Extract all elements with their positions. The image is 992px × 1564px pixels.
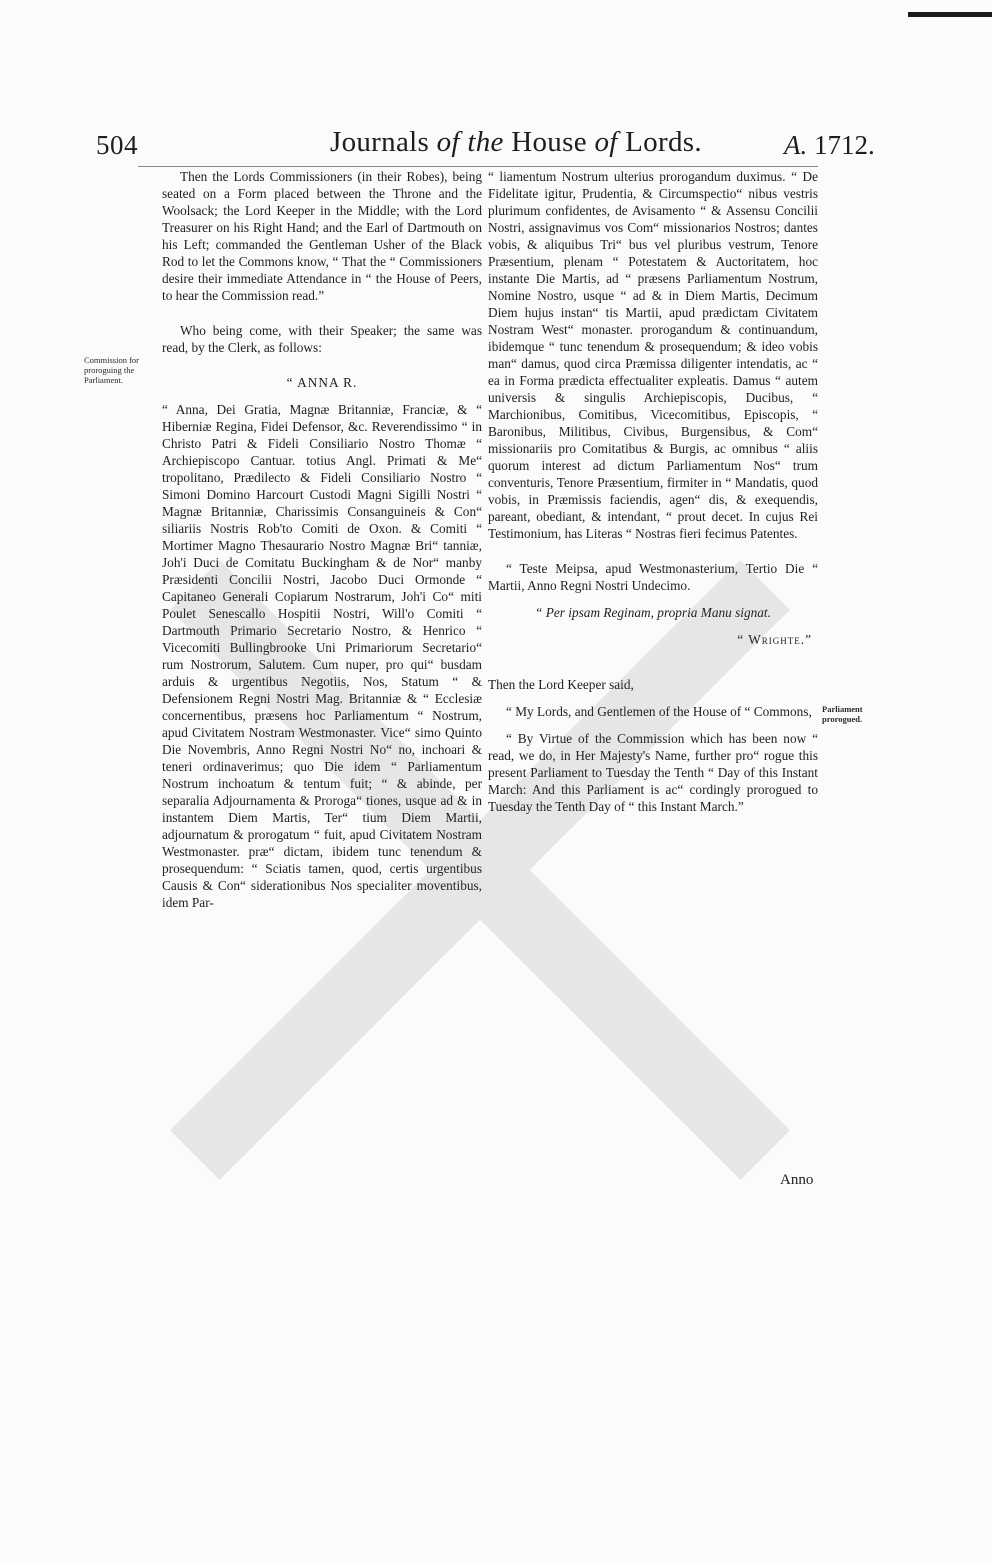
year-value: 1712. bbox=[814, 130, 875, 160]
title-of: of bbox=[436, 126, 460, 158]
right-column bbox=[488, 168, 818, 815]
margin-note-prorogued: Parliament prorogued. bbox=[822, 704, 863, 724]
top-edge-mark bbox=[908, 12, 992, 17]
speech-paragraph: “ By Virtue of the Commission which has been now “ read, we do, in Her Majesty's Name, further pro“ rogue this present Parliament to Tuesday the Tenth “ Day of this Instant March: And this Parliament is ac“ cordingly prorogued to Tuesday the Tenth Day of “ this Instant March.” bbox=[488, 731, 818, 814]
signature-wrighte: “ Wrighte.” bbox=[737, 632, 812, 647]
page-title bbox=[330, 126, 702, 159]
intro-paragraph: Then the Lords Commissioners (in their Robes), being seated on a Form placed between the Throne and the Woolsack; the Lord Keeper in the Middle; with the Lord Treasurer on his Right Hand; and the Earl of Dartmouth on his Left; commanded the Gentleman Usher of the Black Rod to let the Commons know, “ That the “ Commissioners desire their immediate Attendance in “ the House of Peers, to hear the Commission read.” bbox=[162, 169, 482, 303]
commission-continued: “ liamentum Nostrum ulterius prorogandum duximus. “ De Fidelitate igitur, Prudentia, & Circumspectio“ nibus vestris plurimum confidentes, de Avisamento “ & Assensu Concilii Nostri, assignavimus vos Com“ missionarios Nostros; dantes vobis, & aliquibus Tri“ bus vel pluribus vestrum, Tenore Præsentium, plenam “ Potestatem & Auctoritatem, hoc instante Die Martis, ad “ præsens Parliamentum Nostrum, Nomine Nostro, usque “ ad & in Diem Martis, Decimum Diem hujus instan“ tis Martii, apud prædictam Civitatem Nostram West“ monaster. prorogandum & continuandum, ibidemque “ tunc tenendum & prosequendum; & ideo vobis man“ damus, quod circa Præmissa diligenter intendatis, ac “ ea in Forma prædicta effectualiter expleatis. Damus “ autem universis & singulis Archiepiscopis, Ducibus, “ Marchionibus, Comitibus, Vicecomitibus, Episcopis, “ Baronibus, Militibus, Civibus, Burgensibus, & Com“ missionariis pro Comitatibus & Burgis, ac omnibus “ aliis quorum interest ad dictum Parliamentum Nos“ trum conventuris, Tenore Præsentium, firmiter in “ Mandatis, quod vobis, in Præmissis faciendis, agen“ dis, & exequendis, pareant, obediant, & intendant, “ prout decet. In cujus Rei Testimonium, has Literas “ Nostras fieri fecimus Patentes. bbox=[488, 169, 818, 541]
title-house: House bbox=[511, 126, 587, 158]
title-journals: Journals bbox=[330, 126, 430, 158]
anna-heading: “ ANNA R. bbox=[286, 375, 358, 390]
title-of-2: of bbox=[594, 126, 618, 158]
left-column bbox=[162, 168, 482, 911]
header-rule bbox=[138, 166, 818, 167]
year-prefix: A. bbox=[784, 130, 808, 160]
teste-line: “ Teste Meipsa, apud Westmonasterium, Tertio Die “ Martii, Anno Regni Nostri Undecimo. bbox=[488, 561, 818, 593]
speaker-paragraph: Who being come, with their Speaker; the same was read, by the Clerk, as follows: bbox=[162, 323, 482, 355]
per-ipsam-line: “ Per ipsam Reginam, propria Manu signat. bbox=[535, 605, 771, 620]
title-the: the bbox=[467, 126, 504, 158]
year-label bbox=[784, 130, 875, 161]
title-lords: Lords. bbox=[625, 126, 702, 158]
margin-note-commission: Commission for proroguing the Parliament. bbox=[84, 355, 140, 385]
commission-text: “ Anna, Dei Gratia, Magnæ Britanniæ, Franciæ, & “ Hiberniæ Regina, Fidei Defensor, &c. Reverendissimo “ in Christo Patri & Fideli Consiliario Nostro Thomæ “ Archiepiscopo Cantuar. totius Angl. Primati & Me“ tropolitano, Prædilecto & Fideli Consiliario Nostro “ Simoni Domino Harcourt Custodi Magni Sigilli Nostri “ Magnæ Britanniæ, Charissimis Consanguineis & Con“ siliariis Nostris Rob'to Comiti de Oxon. & Comiti “ Mortimer Magno Thesaurario Nostro Magnæ Bri“ tanniæ, Joh'i Duci de Comitatu Buckingham & de Nor“ manby Præsidenti Concilii Nostri, Jacobo Duci Ormonde “ Capitaneo Generali Copiarum Nostrarum, Joh'i Co“ miti Poulet Senescallo Hospitii Nostri, Will'o Comiti “ Dartmouth Primario Secretario Nostro, & Henrico “ Vicecomiti Bullingbrooke Uni Primariorum Secretario“ rum Nostrorum, Salutem. Cum nuper, pro qui“ busdam arduis & urgentibus Negotiis, Nos, Statum “ & Defensionem Regni Nostri Mag. Britanniæ & “ Ecclesiæ concernentibus, præsens hoc Parliamentum “ Nostrum, apud Civitatem Nostram Westmonaster. Vice“ simo Quinto Die Novembris, Anno Regni Nostri No“ no, inchoari & teneri ordinaverimus; quo Die idem “ Parliamentum Nostrum inchoatum & tentum fuit; “ & abinde, per separalia Adjournamenta & Proroga“ tiones, usque ad & in instantem Diem Martis, Ter“ tium Diem Martii, adjournatum & prorogatum “ fuit, apud Civitatem Nostram Westmonaster. præ“ dictam, ibidem tunc tenendum & prosequendum: “ Sciatis tamen, quod, certis urgentibus Causis & Con“ siderationibus Nos specialiter moventibus, idem Par- bbox=[162, 402, 482, 910]
address-line: “ My Lords, and Gentlemen of the House of “ Commons, bbox=[506, 704, 812, 719]
page-number: 504 bbox=[96, 130, 138, 160]
keeper-said: Then the Lord Keeper said, bbox=[488, 677, 634, 692]
catchword: Anno bbox=[780, 1172, 814, 1188]
page-header bbox=[0, 126, 992, 166]
